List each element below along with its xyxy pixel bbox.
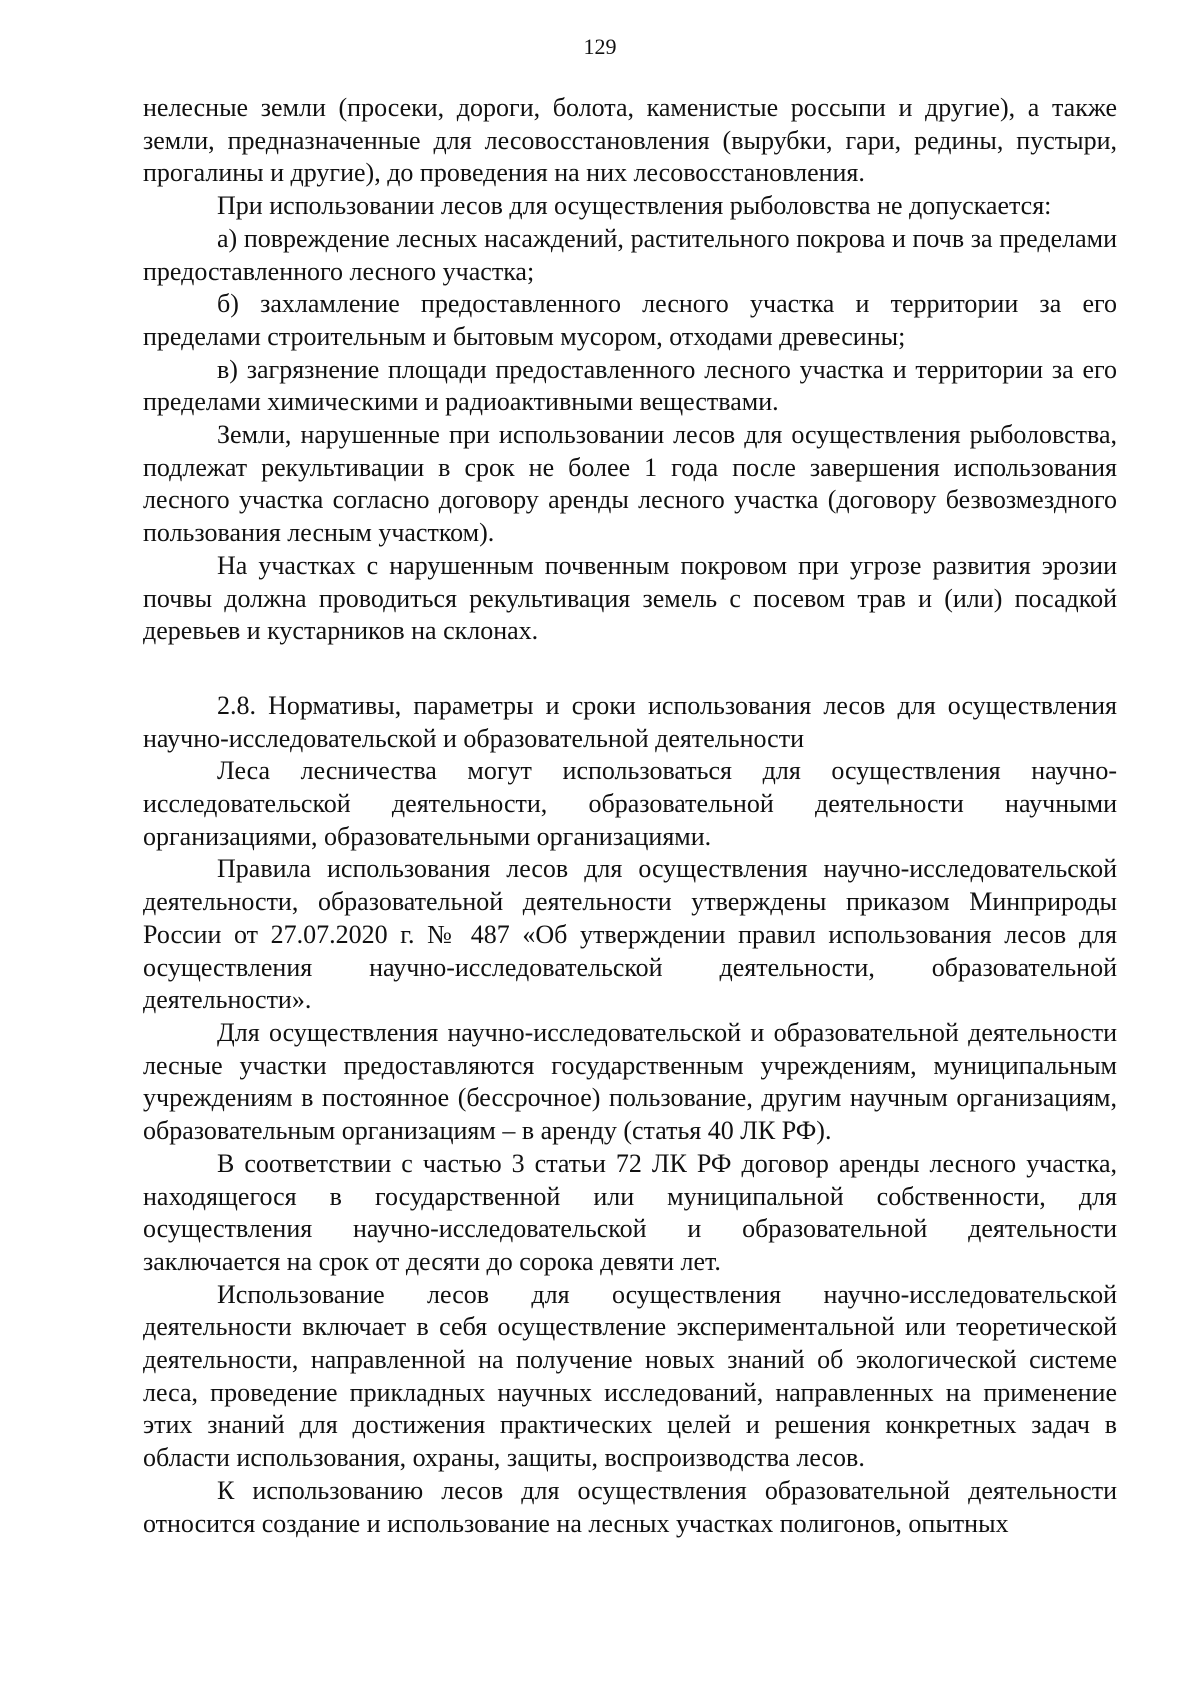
section-heading: 2.8. Нормативы, параметры и сроки использования лесов для осуществления научно-исследовательской и образовательной деятельности <box>143 690 1117 753</box>
page-number: 129 <box>583 34 617 59</box>
list-item-b: б) захламление предоставленного лесного участка и территории за его пределами строительным и бытовым мусором, отходами древесины; <box>143 289 1117 351</box>
paragraph: При использовании лесов для осуществления рыболовства не допускается: <box>217 191 1052 221</box>
list-item-c: в) загрязнение площади предоставленного лесного участка и территории за его пределами химическими и радиоактивными веществами. <box>143 354 1117 417</box>
paragraph: Использование лесов для осуществления научно-исследовательской деятельности включает в себя осуществление экспериментальной или теоретической деятельности, направленной на получение новых знаний об экологической системе леса, проведение прикладных научных исследований, направленных на применение этих знаний для достижения практических целей и решения конкретных задач в области использования, охраны, защиты, воспроизводства лесов. <box>143 1279 1117 1473</box>
page-body <box>143 92 1117 1540</box>
paragraph: Для осуществления научно-исследовательской и образовательной деятельности лесные участки предоставляются государственным учреждениям, муниципальным учреждениям в постоянное (бессрочное) пользование, другим научным организациям, образовательным организациям – в аренду (статья 40 ЛК РФ). <box>143 1017 1117 1146</box>
section-spacer <box>143 648 1117 690</box>
paragraph: На участках с нарушенным почвенным покровом при угрозе развития эрозии почвы должна проводиться рекультивация земель с посевом трав и (или) посадкой деревьев и кустарников на склонах. <box>143 550 1117 646</box>
paragraph: Правила использования лесов для осуществления научно-исследовательской деятельности, образовательной деятельности утверждены приказом Минприроды России от 27.07.2020 г. № 487 «Об утверждении правил использования лесов для осуществления научно-исследовательской деятельности, образовательной деятельности». <box>143 854 1117 1015</box>
paragraph: К использованию лесов для осуществления образовательной деятельности относится создание и использование на лесных участках полигонов, опытных <box>143 1475 1117 1538</box>
paragraph: Земли, нарушенные при использовании лесов для осуществления рыболовства, подлежат рекультивации в срок не более 1 года после завершения использования лесного участка согласно договору аренды лесного участка (договору безвозмездного пользования лесным участком). <box>143 420 1117 548</box>
paragraph: нелесные земли (просеки, дороги, болота, каменистые россыпи и другие), а также земли, предназначенные для лесовосстановления (вырубки, гари, редины, пустыри, прогалины и другие), до проведения на них лесовосстановления. <box>143 93 1117 188</box>
paragraph: Леса лесничества могут использоваться для осуществления научно-исследовательской деятельности, образовательной деятельности научными организациями, образовательными организациями. <box>143 756 1117 851</box>
paragraph: В соответствии с частью 3 статьи 72 ЛК РФ договор аренды лесного участка, находящегося в государственной или муниципальной собственности, для осуществления научно-исследовательской и образовательной деятельности заключается на срок от десяти до сорока девяти лет. <box>143 1148 1117 1276</box>
list-item-a: а) повреждение лесных насаждений, растительного покрова и почв за пределами предоставленного лесного участка; <box>143 223 1117 286</box>
